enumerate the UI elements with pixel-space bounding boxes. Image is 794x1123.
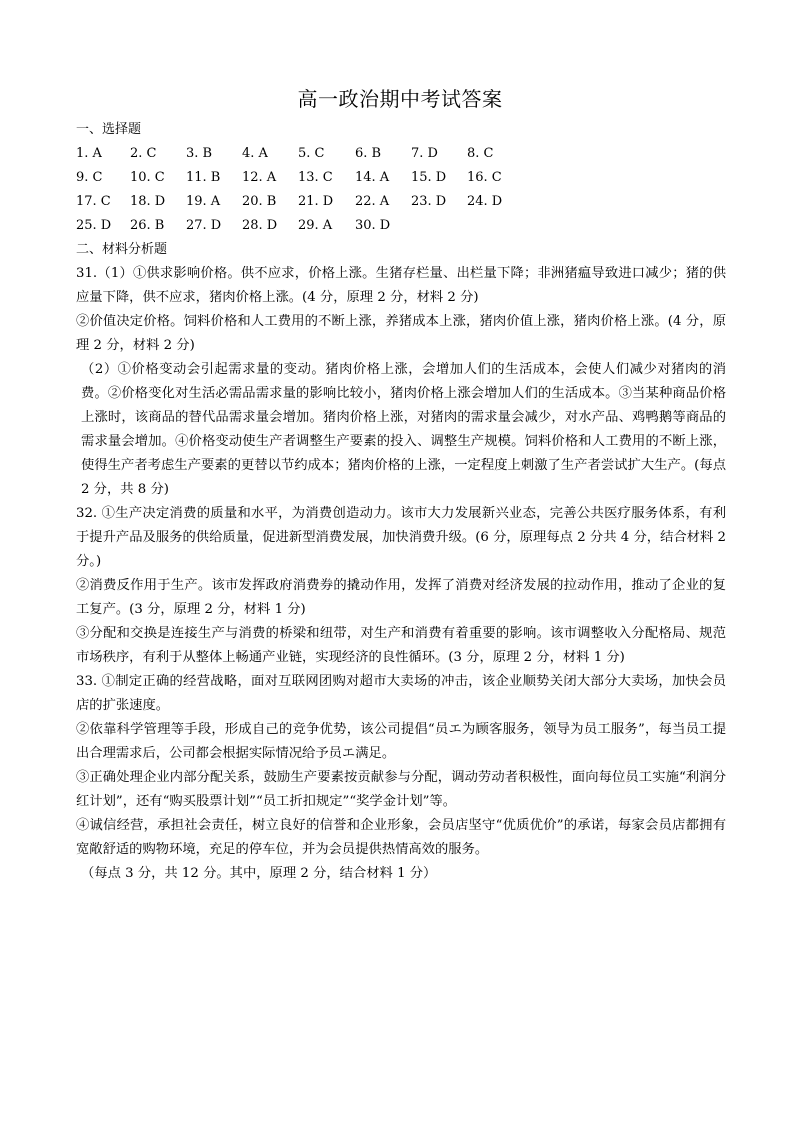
answer-item: 7. D xyxy=(411,146,438,161)
q33-paragraph: ④诚信经营，承担社会责任，树立良好的信誉和企业形象，会员店坚守“优质优价”的承诺，每家会员店都拥有宽敞舒适的购物环境，充足的停车位，并为会员提供热情高效的服务。 xyxy=(76,818,726,857)
q31-part1-paragraph: ②价值决定价格。饲料价格和人工费用的不断上涨，养猪成本上涨，猪肉价值上涨，猪肉价格上涨。(4 分，原理 2 分，材料 2 分) xyxy=(76,314,726,353)
answer-row xyxy=(76,169,724,187)
answer-row xyxy=(76,145,724,163)
q32-paragraph: ②消费反作用于生产。该市发挥政府消费券的撬动作用，发挥了消费对经济发展的拉动作用，推动了企业的复工复产。(3 分，原理 2 分，材料 1 分) xyxy=(76,578,726,617)
answer-item: 23. D xyxy=(411,194,447,209)
answer-item: 26. B xyxy=(130,218,165,233)
answer-item: 4. A xyxy=(242,146,268,161)
answer-item: 5. C xyxy=(298,146,325,161)
q32-paragraph: ③分配和交换是连接生产与消费的桥梁和纽带，对生产和消费有着重要的影响。该市调整收入分配格局、规范市场秩序，有利于从整体上畅通产业链，实现经济的良性循环。(3 分，原理 2 分，材料 1 分) xyxy=(76,626,726,665)
answer-item: 27. D xyxy=(186,218,222,233)
answer-item: 22. A xyxy=(355,194,390,209)
answer-row xyxy=(76,217,724,235)
answer-item: 24. D xyxy=(467,194,503,209)
answer-item: 17. C xyxy=(76,194,111,209)
answer-item: 9. C xyxy=(76,170,103,185)
answer-item: 15. D xyxy=(411,170,447,185)
answer-item: 21. D xyxy=(298,194,334,209)
answer-item: 13. C xyxy=(298,170,333,185)
answer-item: 20. B xyxy=(242,194,277,209)
answer-item: 18. D xyxy=(130,194,166,209)
answer-item: 12. A xyxy=(242,170,277,185)
answer-item: 29. A xyxy=(298,218,333,233)
q32-paragraph: 32. ①生产决定消费的质量和水平，为消费创造动力。该市大力发展新兴业态，完善公共医疗服务体系，有利于提升产品及服务的供给质量，促进新型消费发展，加快消费升级。(6 分，原理每点 2 分共 4 分，结合材料 2 分。) xyxy=(76,506,726,569)
section-heading-choice: 一、选择题 xyxy=(76,122,142,137)
page-title: 高一政治期中考试答案 xyxy=(297,87,503,111)
q31-part2-paragraph: （2）①价格变动会引起需求量的变动。猪肉价格上涨，会增加人们的生活成本，会使人们减少对猪肉的消费。②价格变化对生活必需品需求量的影响比较小，猪肉价格上涨会增加人们的生活成本。③当某种商品价格上涨时，该商品的替代品需求量会增加。猪肉价格上涨，对猪肉的需求量会减少，对水产品、鸡鸭鹅等商品的需求量会增加。④价格变动使生产者调整生产要素的投入、调整生产规模。饲料价格和人工费用的不断上涨，使得生产者考虑生产要素的更替以节约成本；猪肉价格的上涨，一定程度上刺激了生产者尝试扩大生产。(每点 2 分，共 8 分) xyxy=(81,362,726,497)
q31-part1-paragraph: 31.（1）①供求影响价格。供不应求，价格上涨。生猪存栏量、出栏量下降；非洲猪瘟导致进口减少；猪的供应量下降，供不应求，猪肉价格上涨。(4 分，原理 2 分，材料 2 分) xyxy=(76,266,726,305)
answer-item: 3. B xyxy=(186,146,213,161)
answer-item: 14. A xyxy=(355,170,390,185)
q33-paragraph: ③正确处理企业内部分配关系，鼓励生产要素按贡献参与分配，调动劳动者积极性，面向每位员工实施“利润分红计划”，还有“购买股票计划”“员工折扣规定”“奖学金计划”等。 xyxy=(76,770,726,809)
answer-item: 11. B xyxy=(186,170,221,185)
q33-paragraph: 33. ①制定正确的经营战略，面对互联网团购对超市大卖场的冲击，该企业顺势关闭大部分大卖场，加快会员店的扩张速度。 xyxy=(76,674,726,713)
answer-item: 19. A xyxy=(186,194,221,209)
answer-item: 6. B xyxy=(355,146,382,161)
answer-item: 2. C xyxy=(130,146,157,161)
answer-item: 25. D xyxy=(76,218,112,233)
answer-item: 10. C xyxy=(130,170,165,185)
answer-item: 30. D xyxy=(355,218,391,233)
answer-item: 16. C xyxy=(467,170,502,185)
answer-item: 8. C xyxy=(467,146,494,161)
q33-paragraph: ②依靠科学管理等手段，形成自己的竞争优势，该公司提倡“员エ为顾客服务，领导为员工服务”，每当员工提出合理需求后，公司都会根据实际情况给予员エ满足。 xyxy=(76,722,726,761)
answer-item: 28. D xyxy=(242,218,278,233)
answer-row xyxy=(76,193,724,211)
scoring-note: （每点 3 分，共 12 分。其中，原理 2 分，结合材料 1 分） xyxy=(81,866,437,881)
section-heading-analysis: 二、材料分析题 xyxy=(76,242,168,257)
answer-item: 1. A xyxy=(76,146,102,161)
